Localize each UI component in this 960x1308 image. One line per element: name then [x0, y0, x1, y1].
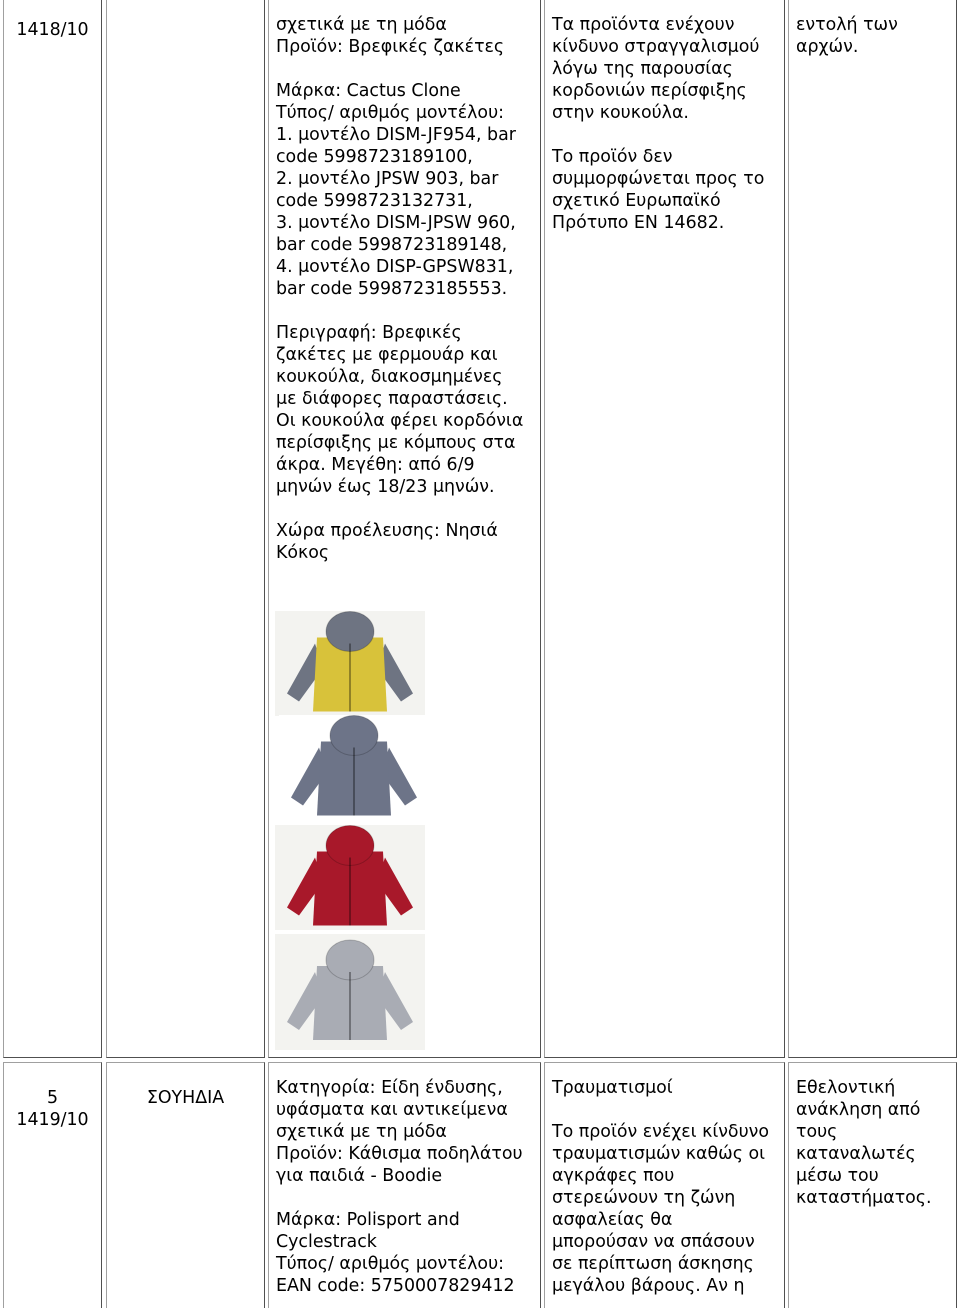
text-line: στερεώνουν τη ζώνη	[552, 1188, 736, 1208]
text-line: μπορούσαν να σπάσουν	[552, 1232, 755, 1252]
text-line: αγκράφες που	[552, 1166, 675, 1186]
row1-description	[276, 14, 540, 564]
text-line: Τραυματισμοί	[552, 1078, 673, 1098]
row1-id-cell	[3, 0, 102, 1058]
product-photo-4	[275, 934, 425, 1050]
text-line: code 5998723189100,	[276, 147, 473, 167]
text-line: Το προϊόν δεν	[552, 147, 673, 167]
text-line: με διάφορες παραστάσεις.	[276, 389, 508, 409]
text-line: κίνδυνο στραγγαλισμού	[552, 37, 760, 57]
row1-country-cell	[106, 0, 265, 1058]
grey-blue-hooded-jacket-icon	[279, 715, 429, 820]
text-line: bar code 5998723185553.	[276, 279, 508, 299]
text-line: 2. μοντέλο JPSW 903, bar	[276, 169, 499, 189]
text-line: κορδονιών περίσφιξης	[552, 81, 747, 101]
text-line: Προϊόν: Κάθισμα ποδηλάτου	[276, 1144, 523, 1164]
blank-line	[276, 58, 540, 80]
text-line: Τα προϊόντα ενέχουν	[552, 15, 735, 35]
text-line: συμμορφώνεται προς το	[552, 169, 765, 189]
text-line: Κόκος	[276, 543, 330, 563]
text-line: για παιδιά - Boodie	[276, 1166, 443, 1186]
text-line: σχετικά με τη μόδα	[276, 15, 447, 35]
text-line: Τύπος/ αριθμός μοντέλου:	[276, 1254, 504, 1274]
light-grey-hooded-jacket-icon	[275, 934, 425, 1050]
yellow-hooded-jacket-icon	[275, 611, 425, 716]
row2-description	[276, 1077, 540, 1297]
row2-risk	[552, 1077, 784, 1297]
text-line: τραυματισμών καθώς οι	[552, 1144, 765, 1164]
text-line: καταναλωτές	[796, 1144, 916, 1164]
row2-description-cell	[268, 1062, 541, 1308]
text-line: 1. μοντέλο DISM-JF954, bar	[276, 125, 516, 145]
text-line: μεγάλου βάρους. Αν η	[552, 1276, 745, 1296]
row2-measures	[796, 1077, 956, 1209]
text-line: Το προϊόν ενέχει κίνδυνο	[552, 1122, 769, 1142]
product-photo-2	[279, 715, 429, 820]
text-line: εντολή των	[796, 15, 898, 35]
row2-country: ΣΟΥΗΔΙΑ	[146, 1088, 225, 1108]
text-line: ασφαλείας θα	[552, 1210, 673, 1230]
text-line: μηνών έως 18/23 μηνών.	[276, 477, 495, 497]
text-line: τους	[796, 1122, 838, 1142]
text-line: Προϊόν: Βρεφικές ζακέτες	[276, 37, 505, 57]
row1-id: 1418/10	[16, 20, 89, 40]
blank-line	[276, 1187, 540, 1209]
row1-risk-cell	[544, 0, 785, 1058]
text-line: bar code 5998723189148,	[276, 235, 508, 255]
text-line: Χώρα προέλευσης: Νησιά	[276, 521, 498, 541]
text-line: Εθελοντική	[796, 1078, 896, 1098]
text-line: Τύπος/ αριθμός μοντέλου:	[276, 103, 504, 123]
product-photo-3	[275, 825, 425, 930]
text-line: Cyclestrack	[276, 1232, 377, 1252]
blank-line	[552, 124, 784, 146]
text-line: υφάσματα και αντικείμενα	[276, 1100, 508, 1120]
row2-id-cell	[3, 1062, 102, 1308]
red-hooded-jacket-icon	[275, 825, 425, 930]
text-line: κουκούλα, διακοσμημένες	[276, 367, 503, 387]
row1-measures-cell	[788, 0, 957, 1058]
text-line: EAN code: 5750007829412	[276, 1276, 515, 1296]
text-line: ζακέτες με φερμουάρ και	[276, 345, 498, 365]
blank-line	[552, 1099, 784, 1121]
text-line: code 5998723132731,	[276, 191, 473, 211]
row2-measures-cell	[788, 1062, 957, 1308]
text-line: 4. μοντέλο DISP-GPSW831,	[276, 257, 514, 277]
row1-measures	[796, 14, 956, 58]
text-line: Περιγραφή: Βρεφικές	[276, 323, 462, 343]
text-line: Μάρκα: Polisport and	[276, 1210, 460, 1230]
text-line: σε περίπτωση άσκησης	[552, 1254, 754, 1274]
row1-risk	[552, 14, 784, 234]
text-line: Μάρκα: Cactus Clone	[276, 81, 461, 101]
text-line: καταστήματος.	[796, 1188, 932, 1208]
row2-id: 1419/10	[16, 1110, 89, 1130]
text-line: λόγω της παρουσίας	[552, 59, 733, 79]
text-line: 3. μοντέλο DISM-JPSW 960,	[276, 213, 516, 233]
text-line: περίσφιξης με κόμπους στα	[276, 433, 516, 453]
row2-number: 5	[46, 1088, 59, 1108]
text-line: μέσω του	[796, 1166, 879, 1186]
text-line: Κατηγορία: Είδη ένδυσης,	[276, 1078, 503, 1098]
text-line: Οι κουκούλα φέρει κορδόνια	[276, 411, 524, 431]
text-line: στην κουκούλα.	[552, 103, 689, 123]
text-line: ανάκληση από	[796, 1100, 921, 1120]
text-line: Πρότυπο EN 14682.	[552, 213, 725, 233]
blank-line	[276, 300, 540, 322]
text-line: σχετικό Ευρωπαϊκό	[552, 191, 721, 211]
row2-risk-cell	[544, 1062, 785, 1308]
row2-country-cell	[106, 1062, 265, 1308]
blank-line	[276, 498, 540, 520]
product-photos	[275, 611, 435, 1051]
product-photo-1	[275, 611, 425, 716]
text-line: αρχών.	[796, 37, 859, 57]
text-line: σχετικά με τη μόδα	[276, 1122, 447, 1142]
text-line: άκρα. Μεγέθη: από 6/9	[276, 455, 475, 475]
